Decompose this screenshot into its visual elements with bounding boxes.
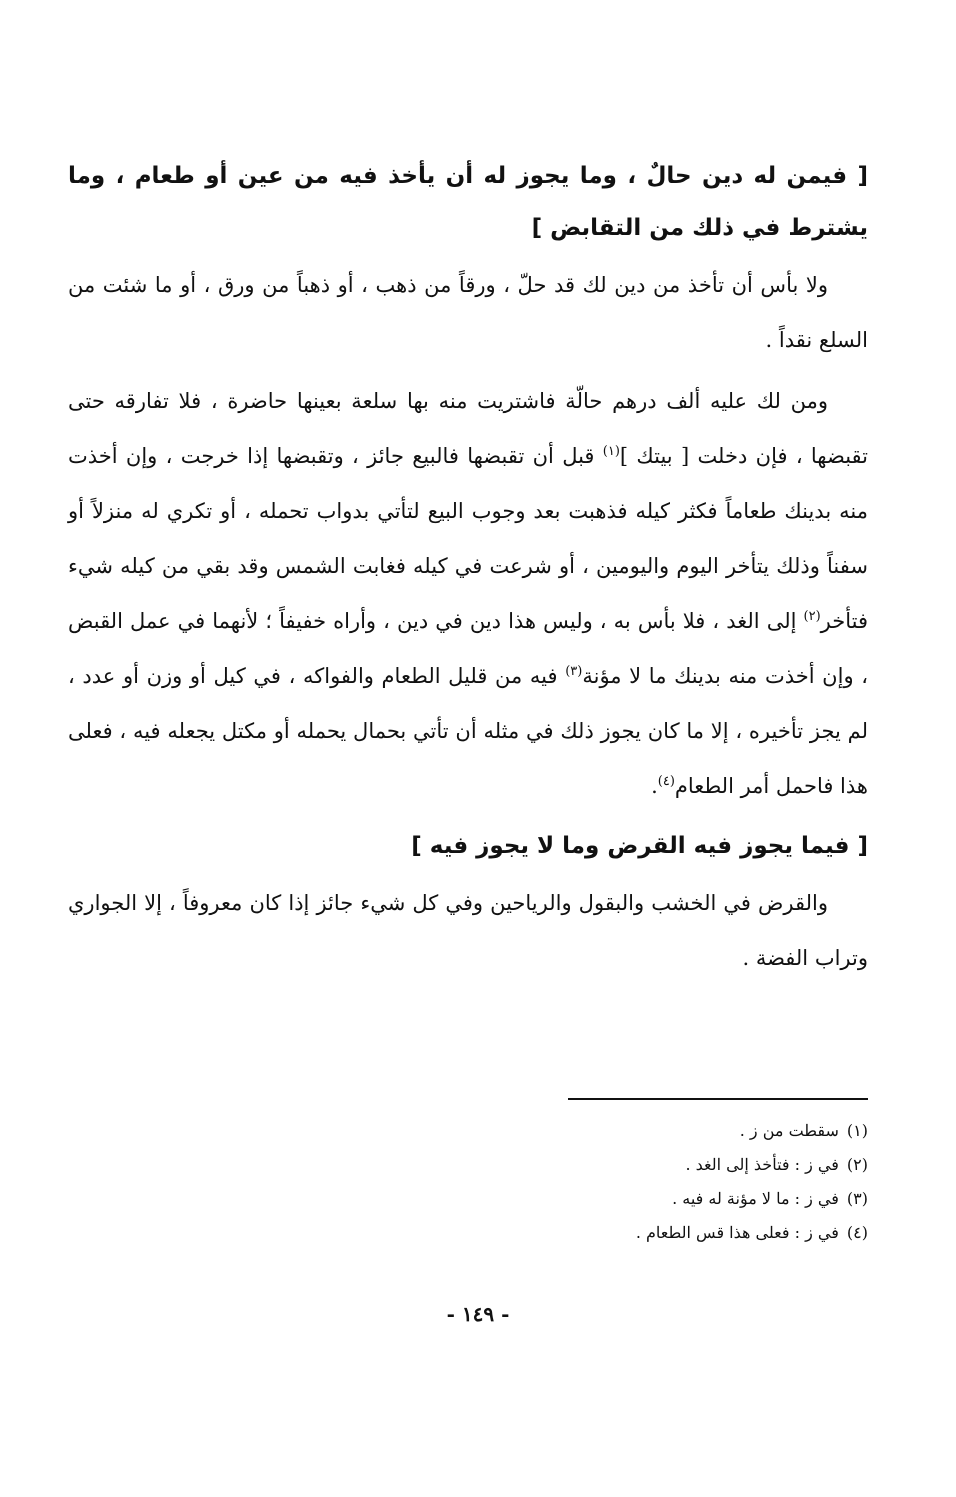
footnote-number: (٣) [846, 1189, 868, 1208]
footnote [68, 1114, 868, 1148]
footnote-divider [568, 1098, 868, 1100]
footnote-number: (١) [846, 1121, 868, 1140]
paragraph-text: والقرض في الخشب والبقول والرياحين وفي كل شيء جائز إذا كان معروفاً ، إلا الجواري وتراب الفضة . [68, 891, 868, 970]
paragraph-text: ولا بأس أن تأخذ من دين لك قد حلّ ، ورقاً من ذهب ، أو ذهباً من ورق ، أو ما شئت من السلع نقداً . [68, 273, 868, 352]
paragraph-text: إلى الغد ، فلا بأس به ، وليس هذا دين في دين ، وأراه خفيفاً ؛ لأنهما في عمل القبض ، وإن أخذت منه بدينك ما لا مؤنة [68, 609, 868, 688]
paragraph [68, 374, 868, 814]
footnote-number: (٢) [846, 1155, 868, 1174]
page-body [68, 150, 868, 992]
section-heading: [ فيمن له دين حالٌ ، وما يجوز له أن يأخذ فيه من عين أو طعام ، وما يشترط في ذلك من التقابض ] [68, 163, 868, 241]
section-1 [68, 150, 868, 814]
footnote-text: سقطت من ز . [739, 1121, 839, 1140]
footnote-text: في ز : فعلى هذا قس الطعام . [635, 1223, 839, 1242]
footnote [68, 1182, 868, 1216]
page-number: - ١٤٩ - [446, 1302, 510, 1326]
paragraph-text: . [651, 774, 658, 798]
section-heading: [ فيما يجوز فيه القرض وما لا يجوز فيه ] [411, 833, 868, 859]
footnote-ref: (١) [602, 444, 620, 459]
footnote-ref: (٤) [657, 774, 675, 789]
paragraph-text: فيه من قليل الطعام والفواكه ، في كيل أو وزن أو عدد ، لم يجز تأخيره ، إلا ما كان يجوز ذلك في مثله أن تأتي بحمال يحمله أو مكتل يجعله فيه ، فعلى هذا فاحمل أمر الطعام [68, 664, 868, 798]
footnote-text: في ز : ما لا مؤنة له فيه . [672, 1189, 839, 1208]
footnote-number: (٤) [846, 1223, 868, 1242]
footnote-ref: (٢) [803, 609, 821, 624]
footnote [68, 1148, 868, 1182]
section-2 [68, 820, 868, 986]
footnote [68, 1216, 868, 1250]
footnotes [68, 1098, 868, 1250]
footnote-ref: (٣) [565, 664, 583, 679]
footnote-text: في ز : فتأخذ إلى الغد . [685, 1155, 839, 1174]
paragraph-text: قبل أن تقبضها فالبيع جائز ، وتقبضها إذا خرجت ، وإن أخذت منه بدينك طعاماً فكثر كيله فذهبت بعد وجوب البيع لتأتي بدواب تحمله ، أو تكري له منزلاً أو سفناً وذلك يتأخر اليوم واليومين ، أو شرعت في كيله فغابت الشمس وقد بقي من كيله شيء فتأخر [68, 444, 868, 633]
paragraph-text: ومن لك عليه ألف درهم حالّة فاشتريت منه بها سلعة بعينها حاضرة ، فلا تفارقه حتى تقبضها ، فإن دخلت [ بيتك ] [68, 389, 868, 468]
paragraph [68, 876, 868, 986]
paragraph [68, 258, 868, 368]
